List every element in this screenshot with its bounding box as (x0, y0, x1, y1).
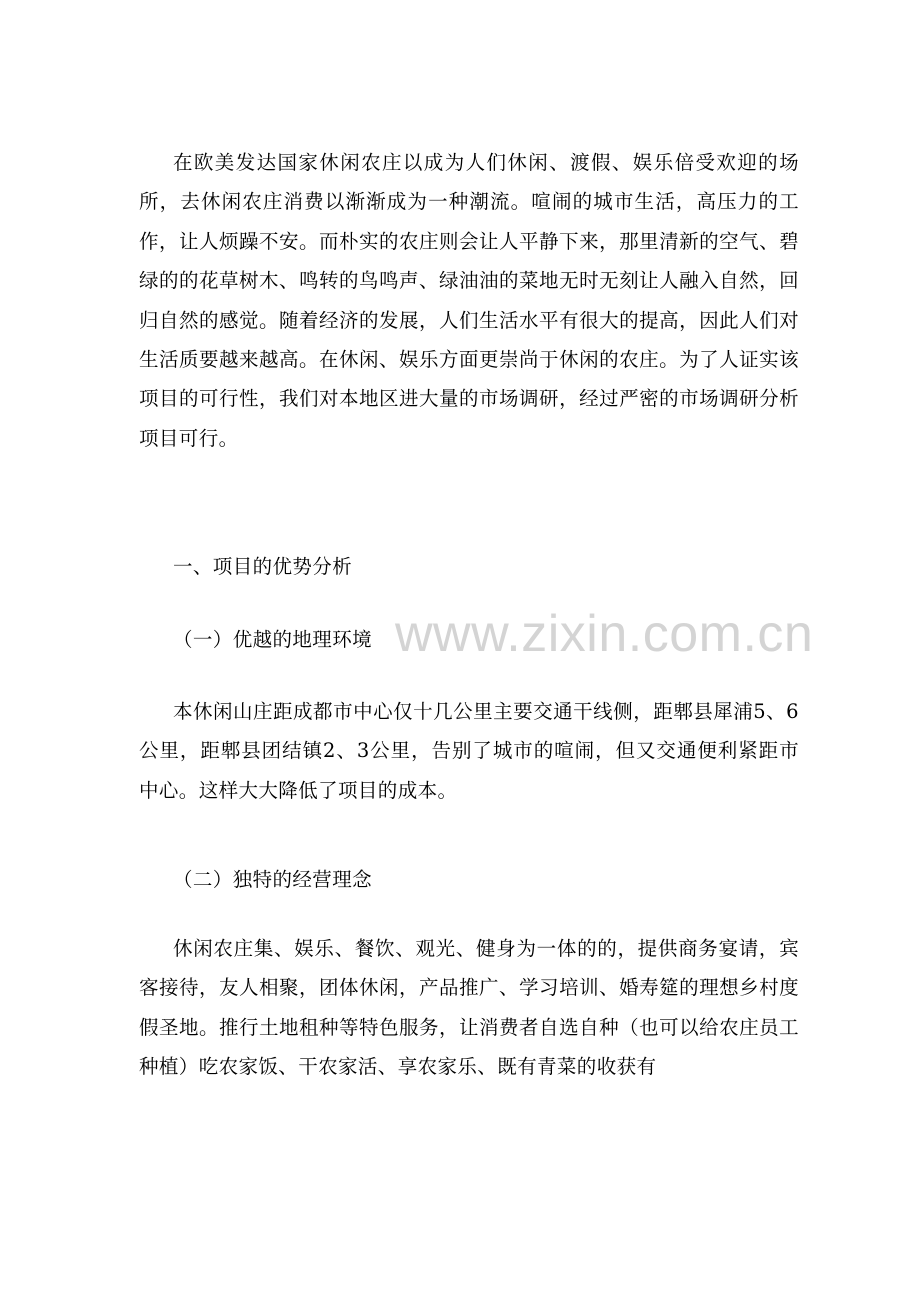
intro-paragraph: 在欧美发达国家休闲农庄以成为人们休闲、渡假、娱乐倍受欢迎的场所，去休闲农庄消费以渐渐成为一种潮流。喧闹的城市生活，高压力的工作，让人烦躁不安。而朴实的农庄则会让人平静下来，那里清新的空气、碧绿的的花草树木、鸣转的鸟鸣声、绿油油的菜地无时无刻让人融入自然，回归自然的感觉。随着经济的发展，人们生活水平有很大的提高，因此人们对生活质要越来越高。在休闲、娱乐方面更崇尚于休闲的农庄。为了人证实该项目的可行性，我们对本地区进大量的市场调研，经过严密的市场调研分析项目可行。 (139, 151, 799, 450)
watermark: www.zixin.com.cn (395, 605, 814, 663)
subsection-heading-geography: （一）优越的地理环境 (173, 628, 373, 651)
business-concept-paragraph: 休闲农庄集、娱乐、餐饮、观光、健身为一体的的，提供商务宴请，宾客接待，友人相聚，团体休闲，产品推广、学习培训、婚寿筵的理想乡村度假圣地。推行土地租种等特色服务，让消费者自选自种（也可以给农庄员工种植）吃农家饭、干农家活、享农家乐、既有青菜的收获有 (139, 937, 799, 1079)
geography-paragraph: 本休闲山庄距成都市中心仅十几公里主要交通干线侧，距郫县犀浦5、6公里，距郫县团结镇2、3公里，告别了城市的喧闹，但又交通便利紧距市中心。这样大大降低了项目的成本。 (139, 700, 799, 802)
subsection-heading-business-concept: （二）独特的经营理念 (173, 868, 373, 891)
section-heading-advantage-analysis: 一、项目的优势分析 (173, 555, 353, 578)
